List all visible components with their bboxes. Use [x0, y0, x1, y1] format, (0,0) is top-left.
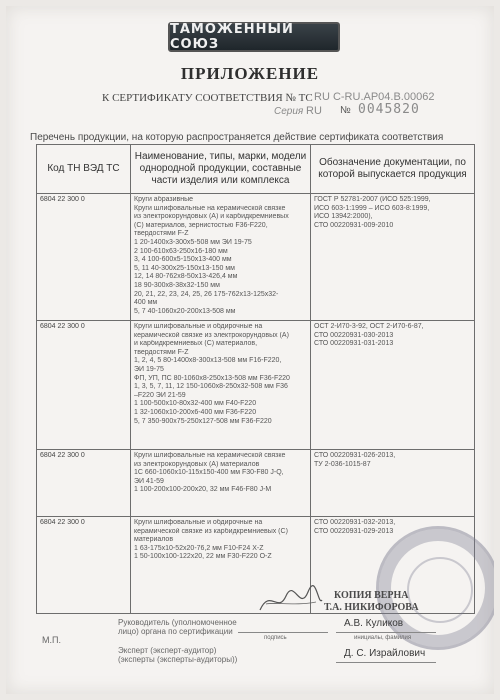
expert-label-line: Эксперт (эксперт-аудитор) [118, 646, 217, 655]
description-line: 12, 14 80-762х8-50х13-426,4 мм [134, 273, 238, 281]
documentation-line: ОСТ 2-И70-3-92, ОСТ 2-И70-6-87, [314, 323, 424, 330]
head-label [118, 618, 237, 636]
table-header-row [37, 145, 475, 194]
description-line: из электрокорундовых (А) материалов [134, 460, 260, 468]
copy-stamp-line: КОПИЯ ВЕРНА [334, 590, 409, 601]
description-line: Круги шлифовальные и обдирочные на [134, 519, 263, 526]
page-title: ПРИЛОЖЕНИЕ [180, 64, 320, 83]
page-subtitle: К СЕРТИФИКАТУ СООТВЕТСТВИЯ № ТС [102, 92, 313, 104]
description-line: 1С 660-1060х10-115х150-400 мм F30-F80 J-Q, [134, 469, 284, 477]
description-line: 1, 2, 4, 5 80-1400х8-300х13-508 мм F16-F220, [134, 357, 282, 365]
product-documentation [311, 321, 475, 450]
description-line: 1 100-500х10-80х32-400 мм F40-F220 [134, 400, 257, 408]
head-label-line: лицо) органа по сертификации [118, 627, 233, 636]
description-line: 3, 4 100-600х5-150х13-400 мм [134, 256, 232, 264]
copy-stamp-line: Т.А. НИКИФОРОВА [324, 602, 419, 613]
description-line: Круги шлифовальные и обдирочные на [134, 323, 263, 330]
description-line: 1 100-200х100-200х20, 32 мм F46-F80 J-M [134, 486, 272, 494]
head-label-line: Руководитель (уполномоченное [118, 618, 237, 627]
product-code: 6804 22 300 0 [37, 194, 131, 321]
documentation-line: СТО 00220931-030-2013 [314, 331, 394, 339]
description-line: –F220 ЭИ 21-59 [134, 391, 186, 399]
header-product-name: Наименование, типы, марки, модели однородной продукции, составные части изделия или комплекса [131, 145, 311, 194]
description-line: 5, 7 350-900х75-250х127-508 мм F36-F220 [134, 417, 272, 425]
certificate-appendix-page [6, 6, 494, 694]
product-code: 6804 22 300 0 [37, 450, 131, 517]
description-line: Круги шлифовальные на керамической связке [134, 204, 286, 212]
expert-label [118, 646, 237, 664]
head-name-hint: инициалы, фамилия [354, 635, 412, 641]
description-line: 5, 11 40-300х25-150х13-150 мм [134, 264, 235, 272]
description-line: 5, 7 40-1060х20-200х13-508 мм [134, 307, 236, 315]
description-line: 1 20-1400х3-300х5-508 мм ЭИ 19-75 [134, 238, 252, 246]
product-documentation [311, 194, 475, 321]
description-line: материалов [134, 536, 174, 544]
documentation-line: ГОСТ Р 52781-2007 (ИСО 525:1999, [314, 196, 431, 203]
description-line: Круги абразивные [134, 196, 194, 203]
head-name-line [336, 632, 436, 633]
seal-place-mark: М.П. [42, 635, 61, 645]
description-line: 1 50-100х100-122х20, 22 мм F30-F220 O-Z [134, 553, 272, 561]
intro-text: Перечень продукции, на которую распространяется действие сертификата соответствия [30, 132, 444, 143]
description-line: 1, 3, 5, 7, 11, 12 150-1060х8-250х32-508 мм F36 [134, 383, 288, 391]
description-line: керамической связке из карбидкремниевых (С) [134, 527, 288, 535]
documentation-line: СТО 00220931-031-2013 [314, 340, 394, 348]
serial-number: 0045820 [358, 102, 420, 117]
customs-union-banner: ТАМОЖЕННЫЙ СОЮЗ [168, 22, 340, 52]
documentation-line: СТО 00220931-026-2013, [314, 452, 396, 459]
documentation-line: ИСО 13942:2000), [314, 213, 373, 221]
documentation-line: ТУ 2-036-1015-87 [314, 460, 371, 468]
table-row [37, 450, 475, 517]
product-code: 6804 22 300 0 [37, 321, 131, 450]
documentation-line: СТО 00220931-029-2013 [314, 527, 394, 535]
product-code: 6804 22 300 0 [37, 517, 131, 614]
signature-icon [256, 584, 326, 618]
description-line: твердостями F-Z [134, 230, 189, 238]
series-label: Серия [274, 106, 304, 117]
copy-certified-stamp [324, 590, 419, 614]
description-line: керамической связке из электрокорундовых (А) [134, 331, 289, 339]
product-description [131, 450, 311, 517]
description-line: 2 100-610х63-250х16-180 мм [134, 247, 228, 255]
header-code: Код ТН ВЭД ТС [37, 145, 131, 194]
description-line: 20, 21, 22, 23, 24, 25, 26 175-762х13-125х32- [134, 290, 279, 298]
description-line: ФП, УП, ПС 80-1060х8-250х13-508 мм F36-F220 [134, 374, 290, 382]
number-label: № [340, 105, 351, 116]
documentation-line: ИСО 603-1:1999 – ИСО 603-8:1999, [314, 204, 430, 212]
table-row [37, 321, 475, 450]
product-documentation [311, 450, 475, 517]
description-line: 1 63-175х10-52х20-76,2 мм F10-F24 X-Z [134, 544, 264, 552]
head-signature-line [238, 632, 328, 633]
series-code: RU [306, 105, 322, 117]
description-line: Круги шлифовальные на керамической связке [134, 452, 286, 459]
description-line: 1 32-1060х10-200х6-400 мм F36-F220 [134, 408, 257, 416]
head-sign-hint: подпись [264, 635, 287, 641]
header-documentation: Обозначение документации, по которой выпускается продукция [311, 145, 475, 194]
documentation-line: СТО 00220931-009-2010 [314, 221, 394, 229]
expert-name: Д. С. Израйлович [344, 648, 426, 659]
registration-number: RU C-RU.AP04.B.00062 [314, 91, 435, 103]
product-description [131, 194, 311, 321]
product-description [131, 321, 311, 450]
expert-name-line [336, 662, 436, 663]
description-line: ЭИ 41-59 [134, 477, 164, 485]
expert-label-line: (эксперты (эксперты-аудиторы)) [118, 655, 238, 664]
description-line: ЭИ 19-75 [134, 365, 164, 373]
description-line: 18 90-300х8-38х32-150 мм [134, 281, 220, 289]
table-row [37, 194, 475, 321]
description-line: твердостями F-Z [134, 348, 189, 356]
head-name: А.В. Куликов [344, 618, 404, 629]
documentation-line: СТО 00220931-032-2013, [314, 519, 396, 526]
description-line: и карбидкремниевых (С) материалов, [134, 340, 258, 348]
description-line: из электрокорундовых (А) и карбидкремниевых [134, 213, 289, 221]
description-line: 400 мм [134, 299, 158, 307]
description-line: (С) материалов, зернистостью F36-F220, [134, 221, 268, 229]
